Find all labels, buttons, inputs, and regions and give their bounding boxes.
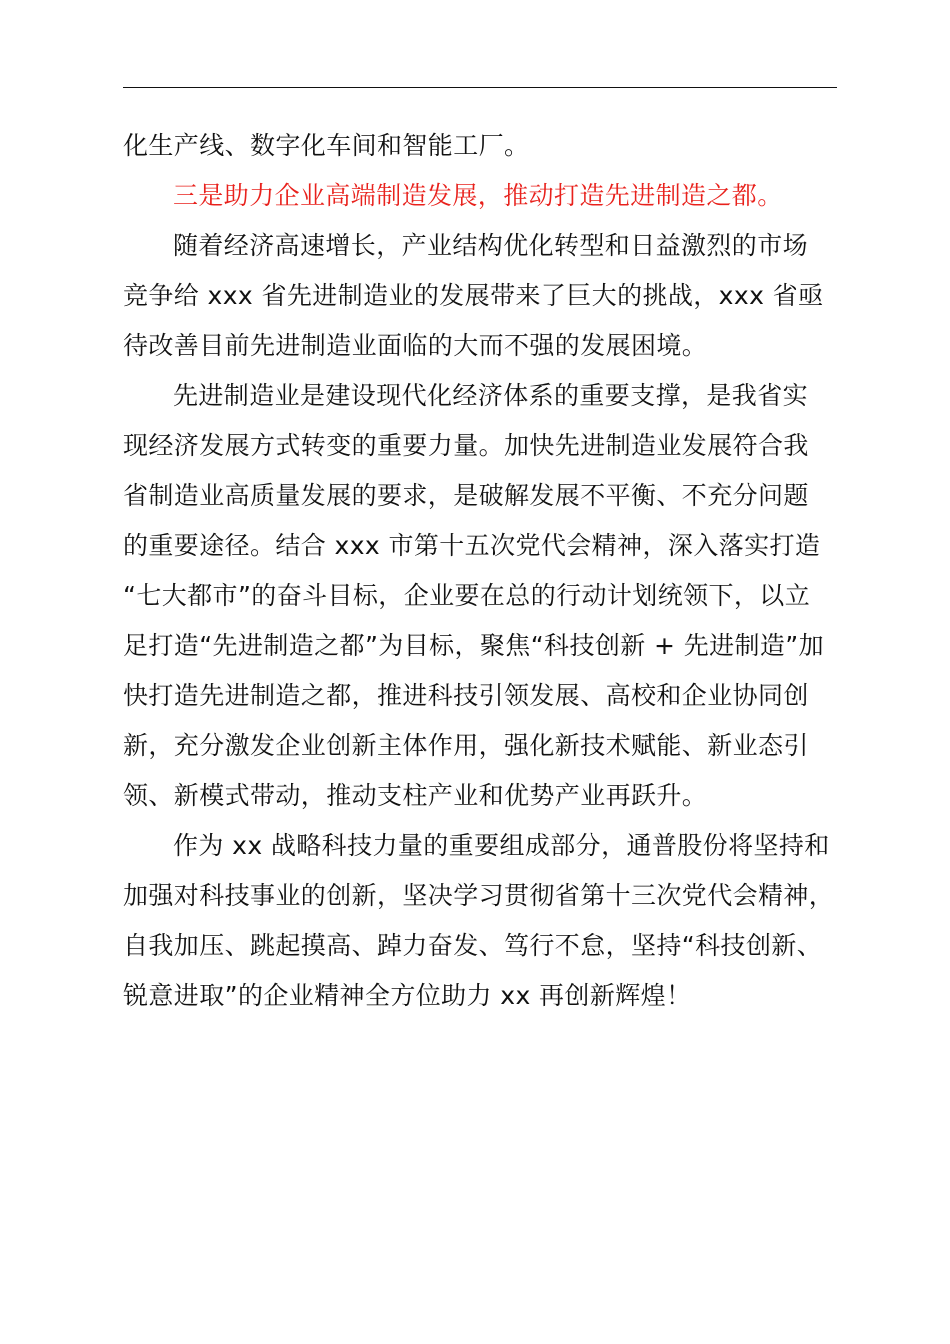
paragraph-continuation	[123, 121, 838, 171]
text-line: 快打造先进制造之都，推进科技引领发展、高校和企业协同创	[123, 681, 809, 710]
text-line: 化生产线、数字化车间和智能工厂。	[123, 131, 530, 160]
header-rule	[123, 87, 837, 88]
text-line: 作为 xx 战略科技力量的重要组成部分，通普股份将坚持和	[173, 831, 830, 860]
text-line: 竞争给 xxx 省先进制造业的发展带来了巨大的挑战，xxx 省亟	[123, 281, 824, 310]
text-line: 加强对科技事业的创新，坚决学习贯彻省第十三次党代会精神，	[123, 881, 835, 910]
text-line: 先进制造业是建设现代化经济体系的重要支撑，是我省实	[173, 381, 809, 410]
text-line: 新，充分激发企业创新主体作用，强化新技术赋能、新业态引	[123, 731, 809, 760]
text-line: 足打造“先进制造之都”为目标，聚焦“科技创新 + 先进制造”加	[123, 631, 825, 660]
text-line: 待改善目前先进制造业面临的大而不强的发展困境。	[123, 331, 708, 360]
text-line: 锐意进取”的企业精神全方位助力 xx 再创新辉煌！	[123, 981, 692, 1010]
text-line: 省制造业高质量发展的要求，是破解发展不平衡、不充分问题	[123, 481, 809, 510]
paragraph	[123, 221, 838, 371]
text-line: “七大都市”的奋斗目标，企业要在总的行动计划统领下，以立	[123, 581, 811, 610]
section-heading	[123, 171, 838, 221]
text-line: 现经济发展方式转变的重要力量。加快先进制造业发展符合我	[123, 431, 809, 460]
text-line: 领、新模式带动，推动支柱产业和优势产业再跃升。	[123, 781, 708, 810]
text-line: 随着经济高速增长，产业结构优化转型和日益激烈的市场	[173, 231, 809, 260]
text-line: 自我加压、跳起摸高、踔力奋发、笃行不怠，坚持“科技创新、	[123, 931, 823, 960]
paragraph	[123, 371, 838, 821]
document-body	[123, 121, 838, 1021]
text-line: 的重要途径。结合 xxx 市第十五次党代会精神，深入落实打造	[123, 531, 821, 560]
paragraph	[123, 821, 838, 1021]
section-heading-text: 三是助力企业高端制造发展，推动打造先进制造之都。	[173, 181, 783, 210]
